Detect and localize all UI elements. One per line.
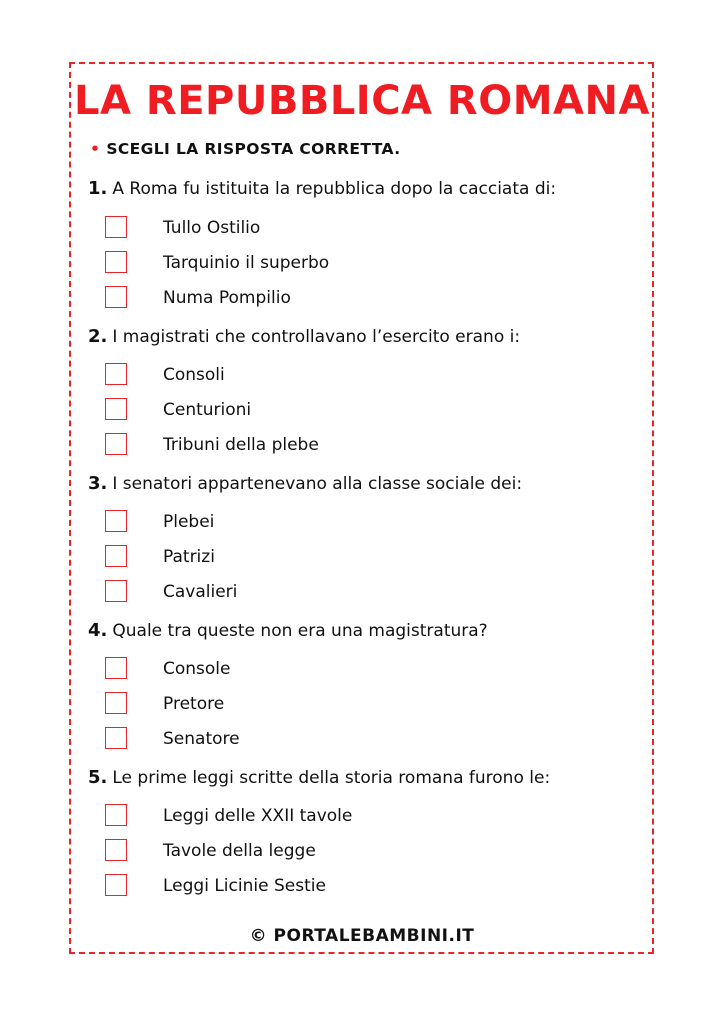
answer-label: Centurioni: [163, 400, 252, 420]
answer-label: Tavole della legge: [163, 841, 316, 861]
answer-label: Leggi delle XXII tavole: [163, 806, 353, 826]
question-number: 1.: [88, 178, 108, 199]
answer-checkbox[interactable]: [105, 692, 127, 714]
answer-label: Senatore: [163, 729, 240, 749]
question-text: Quale tra queste non era una magistratura?: [112, 621, 488, 641]
answer-checkbox[interactable]: [105, 839, 127, 861]
answer-checkbox[interactable]: [105, 363, 127, 385]
answer-checkbox[interactable]: [105, 657, 127, 679]
question-text: A Roma fu istituita la repubblica dopo la cacciata di:: [112, 179, 557, 199]
answer-checkbox[interactable]: [105, 251, 127, 273]
page-title: LA REPUBBLICA ROMANA: [74, 78, 650, 124]
answer-checkbox[interactable]: [105, 580, 127, 602]
answer-label: Console: [163, 659, 231, 679]
answer-label: Numa Pompilio: [163, 288, 291, 308]
answer-checkbox[interactable]: [105, 545, 127, 567]
footer-copyright: © PORTALEBAMBINI.IT: [249, 926, 475, 946]
question-4: [88, 620, 488, 641]
bullet-icon: •: [90, 140, 101, 158]
question-number: 5.: [88, 767, 108, 788]
question-2: [88, 326, 520, 347]
question-text: Le prime leggi scritte della storia romana furono le:: [112, 768, 551, 788]
instruction: [90, 140, 400, 158]
question-3: [88, 473, 522, 494]
answer-checkbox[interactable]: [105, 510, 127, 532]
answer-label: Patrizi: [163, 547, 215, 567]
instruction-text: SCEGLI LA RISPOSTA CORRETTA.: [106, 140, 401, 158]
answer-checkbox[interactable]: [105, 216, 127, 238]
answer-label: Tullo Ostilio: [163, 218, 261, 238]
question-number: 3.: [88, 473, 108, 494]
answer-checkbox[interactable]: [105, 874, 127, 896]
answer-checkbox[interactable]: [105, 433, 127, 455]
question-text: I magistrati che controllavano l’esercito erano i:: [112, 327, 521, 347]
answer-label: Cavalieri: [163, 582, 238, 602]
answer-label: Consoli: [163, 365, 225, 385]
answer-label: Tarquinio il superbo: [163, 253, 330, 273]
answer-checkbox[interactable]: [105, 286, 127, 308]
answer-label: Plebei: [163, 512, 215, 532]
answer-checkbox[interactable]: [105, 398, 127, 420]
answer-label: Pretore: [163, 694, 225, 714]
answer-label: Leggi Licinie Sestie: [163, 876, 326, 896]
question-5: [88, 767, 550, 788]
answer-checkbox[interactable]: [105, 727, 127, 749]
question-text: I senatori appartenevano alla classe sociale dei:: [112, 474, 523, 494]
question-1: [88, 178, 556, 199]
question-number: 2.: [88, 326, 108, 347]
question-number: 4.: [88, 620, 108, 641]
answer-checkbox[interactable]: [105, 804, 127, 826]
answer-label: Tribuni della plebe: [163, 435, 319, 455]
